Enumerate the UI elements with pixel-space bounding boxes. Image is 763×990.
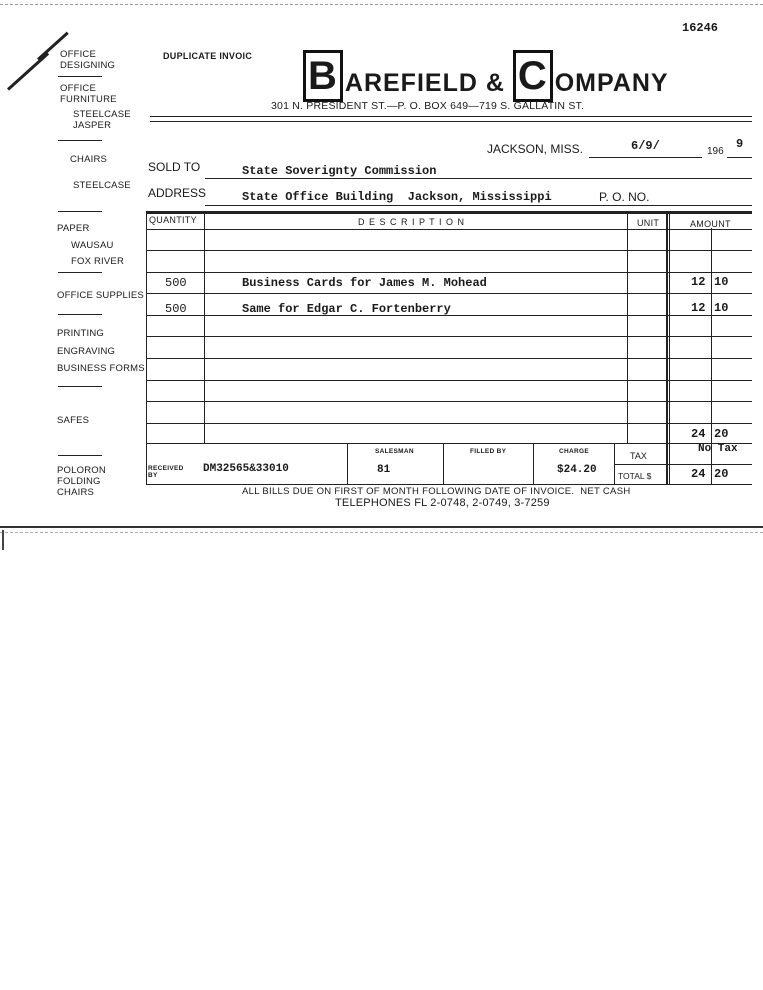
sidebar-office-designing-line2: DESIGNING	[60, 60, 116, 71]
sidebar-office-furniture-line2: FURNITURE	[60, 94, 117, 105]
sidebar-rule	[58, 140, 102, 141]
sidebar-rule	[58, 314, 102, 315]
table-row-line	[146, 423, 752, 424]
total-cents: 20	[714, 467, 729, 481]
year-suffix: 9	[736, 137, 744, 151]
table-col-amount-left	[666, 214, 668, 485]
location-label: JACKSON, MISS.	[487, 142, 584, 156]
table-row-line	[146, 358, 752, 359]
field-divider-charge	[533, 444, 534, 485]
sidebar-steelcase: STEELCASE	[73, 180, 131, 191]
sidebar-rule	[58, 76, 102, 77]
total-label: TOTAL $	[618, 471, 652, 481]
tax-total-divider	[614, 464, 752, 465]
total-dollars: 24	[691, 467, 706, 481]
sidebar-steelcase-line: STEELCASE	[73, 109, 131, 120]
received-value: DM32565&33010	[203, 463, 289, 475]
filled-by-label: FILLED BY	[470, 448, 507, 455]
year-prefix: 196	[707, 146, 724, 157]
table-top-rule	[146, 211, 752, 214]
form-left-edge-mark	[2, 530, 4, 550]
sold-to-label: SOLD TO	[148, 160, 201, 174]
table-row-line	[146, 250, 752, 251]
item-1-qty: 500	[165, 276, 187, 290]
date-line	[589, 157, 702, 158]
item-2-dollars: 12	[691, 301, 706, 315]
sidebar-fox-river: FOX RIVER	[71, 256, 125, 267]
table-left-border	[146, 212, 147, 485]
header-rule-1	[150, 116, 752, 117]
received-label-line1: RECEIVED	[148, 465, 184, 472]
table-col-amount-left-2	[669, 214, 670, 485]
sidebar-office-designing-line1: OFFICE	[60, 49, 97, 60]
item-2-description: Same for Edgar C. Fortenberry	[242, 302, 451, 316]
quantity-header: QUANTITY	[149, 215, 197, 225]
sidebar-poloron-line2: FOLDING	[57, 476, 101, 487]
form-bottom-edge-faint	[0, 532, 763, 533]
company-address: 301 N. PRESIDENT ST.—P. O. BOX 649—719 S. GALLATIN ST.	[271, 100, 585, 112]
company-initial-b: B	[303, 50, 343, 102]
sidebar-steelcase-jasper	[73, 109, 131, 131]
sold-to-line	[205, 178, 752, 179]
decorative-slash-2	[7, 52, 49, 90]
sidebar-business-forms: BUSINESS FORMS	[57, 363, 145, 374]
sold-to-value: State Soverignty Commission	[242, 164, 437, 178]
sidebar-poloron-line3: CHAIRS	[57, 487, 95, 498]
top-edge-line	[0, 4, 763, 5]
sidebar-printing: PRINTING	[57, 328, 104, 339]
duplicate-invoice-label: DUPLICATE INVOIC	[163, 51, 253, 61]
charge-label: CHARGE	[559, 448, 589, 455]
company-name-part1: AREFIELD &	[344, 69, 513, 97]
company-name	[303, 46, 669, 98]
sidebar-office-supplies: OFFICE SUPPLIES	[57, 290, 144, 301]
sidebar-wausau: WAUSAU	[71, 240, 114, 251]
po-number-label: P. O. NO.	[599, 190, 650, 204]
item-1-cents: 10	[714, 275, 729, 289]
address-label: ADDRESS	[148, 186, 207, 200]
serial-number: 16246	[682, 21, 719, 35]
invoice-date: 6/9/	[631, 139, 660, 153]
sidebar-rule	[58, 386, 102, 387]
table-row-line	[146, 336, 752, 337]
sidebar-chairs: CHAIRS	[70, 154, 108, 165]
item-2-qty: 500	[165, 302, 187, 316]
salesman-value: 81	[377, 464, 391, 476]
sidebar-rule	[58, 272, 102, 273]
sidebar-poloron-line1: POLORON	[57, 465, 106, 476]
year-line	[727, 157, 752, 158]
sidebar-poloron	[57, 465, 106, 498]
sidebar-office-furniture	[60, 83, 117, 105]
item-2-cents: 10	[714, 301, 729, 315]
table-bottom-rule	[146, 443, 752, 444]
table-col-qty	[204, 214, 205, 443]
field-row-bottom	[146, 484, 752, 485]
sidebar-jasper-line: JASPER	[73, 120, 112, 131]
item-1-dollars: 12	[691, 275, 706, 289]
sidebar-rule	[58, 211, 102, 212]
address-value: State Office Building Jackson, Mississippi	[242, 190, 552, 204]
field-divider-salesman	[347, 444, 348, 485]
header-rule-2	[150, 121, 752, 122]
subtotal-dollars: 24	[691, 427, 706, 441]
sidebar-office-designing	[60, 49, 115, 71]
item-1-description: Business Cards for James M. Mohead	[242, 276, 487, 290]
sidebar-paper: PAPER	[57, 223, 90, 234]
description-header: D E S C R I P T I O N	[358, 217, 466, 227]
sidebar-rule	[58, 455, 102, 456]
received-label	[148, 465, 184, 479]
sidebar-engraving: ENGRAVING	[57, 346, 116, 357]
table-row-line	[146, 380, 752, 381]
sidebar-safes: SAFES	[57, 415, 90, 426]
address-line	[205, 205, 752, 206]
amount-header: AMOUNT	[690, 219, 731, 229]
sidebar-office-furniture-line1: OFFICE	[60, 83, 97, 94]
table-row-line	[146, 293, 752, 294]
tax-label: TAX	[630, 451, 647, 461]
salesman-label: SALESMAN	[375, 448, 414, 455]
company-name-part2: OMPANY	[554, 69, 669, 97]
field-divider-filled	[443, 444, 444, 485]
charge-value: $24.20	[557, 464, 597, 476]
company-initial-c: C	[513, 50, 553, 102]
table-row-line	[146, 272, 752, 273]
unit-header: UNIT	[637, 218, 660, 228]
tax-value: No Tax	[698, 443, 738, 455]
table-row-line	[146, 401, 752, 402]
table-col-unit	[627, 214, 628, 443]
table-row-line	[146, 229, 752, 230]
telephones: TELEPHONES FL 2-0748, 2-0749, 3-7259	[335, 497, 550, 509]
payment-terms: ALL BILLS DUE ON FIRST OF MONTH FOLLOWING DATE OF INVOICE. NET CASH	[242, 486, 631, 497]
received-label-line2: BY	[148, 472, 158, 479]
subtotal-cents: 20	[714, 427, 729, 441]
form-bottom-edge	[0, 526, 763, 528]
